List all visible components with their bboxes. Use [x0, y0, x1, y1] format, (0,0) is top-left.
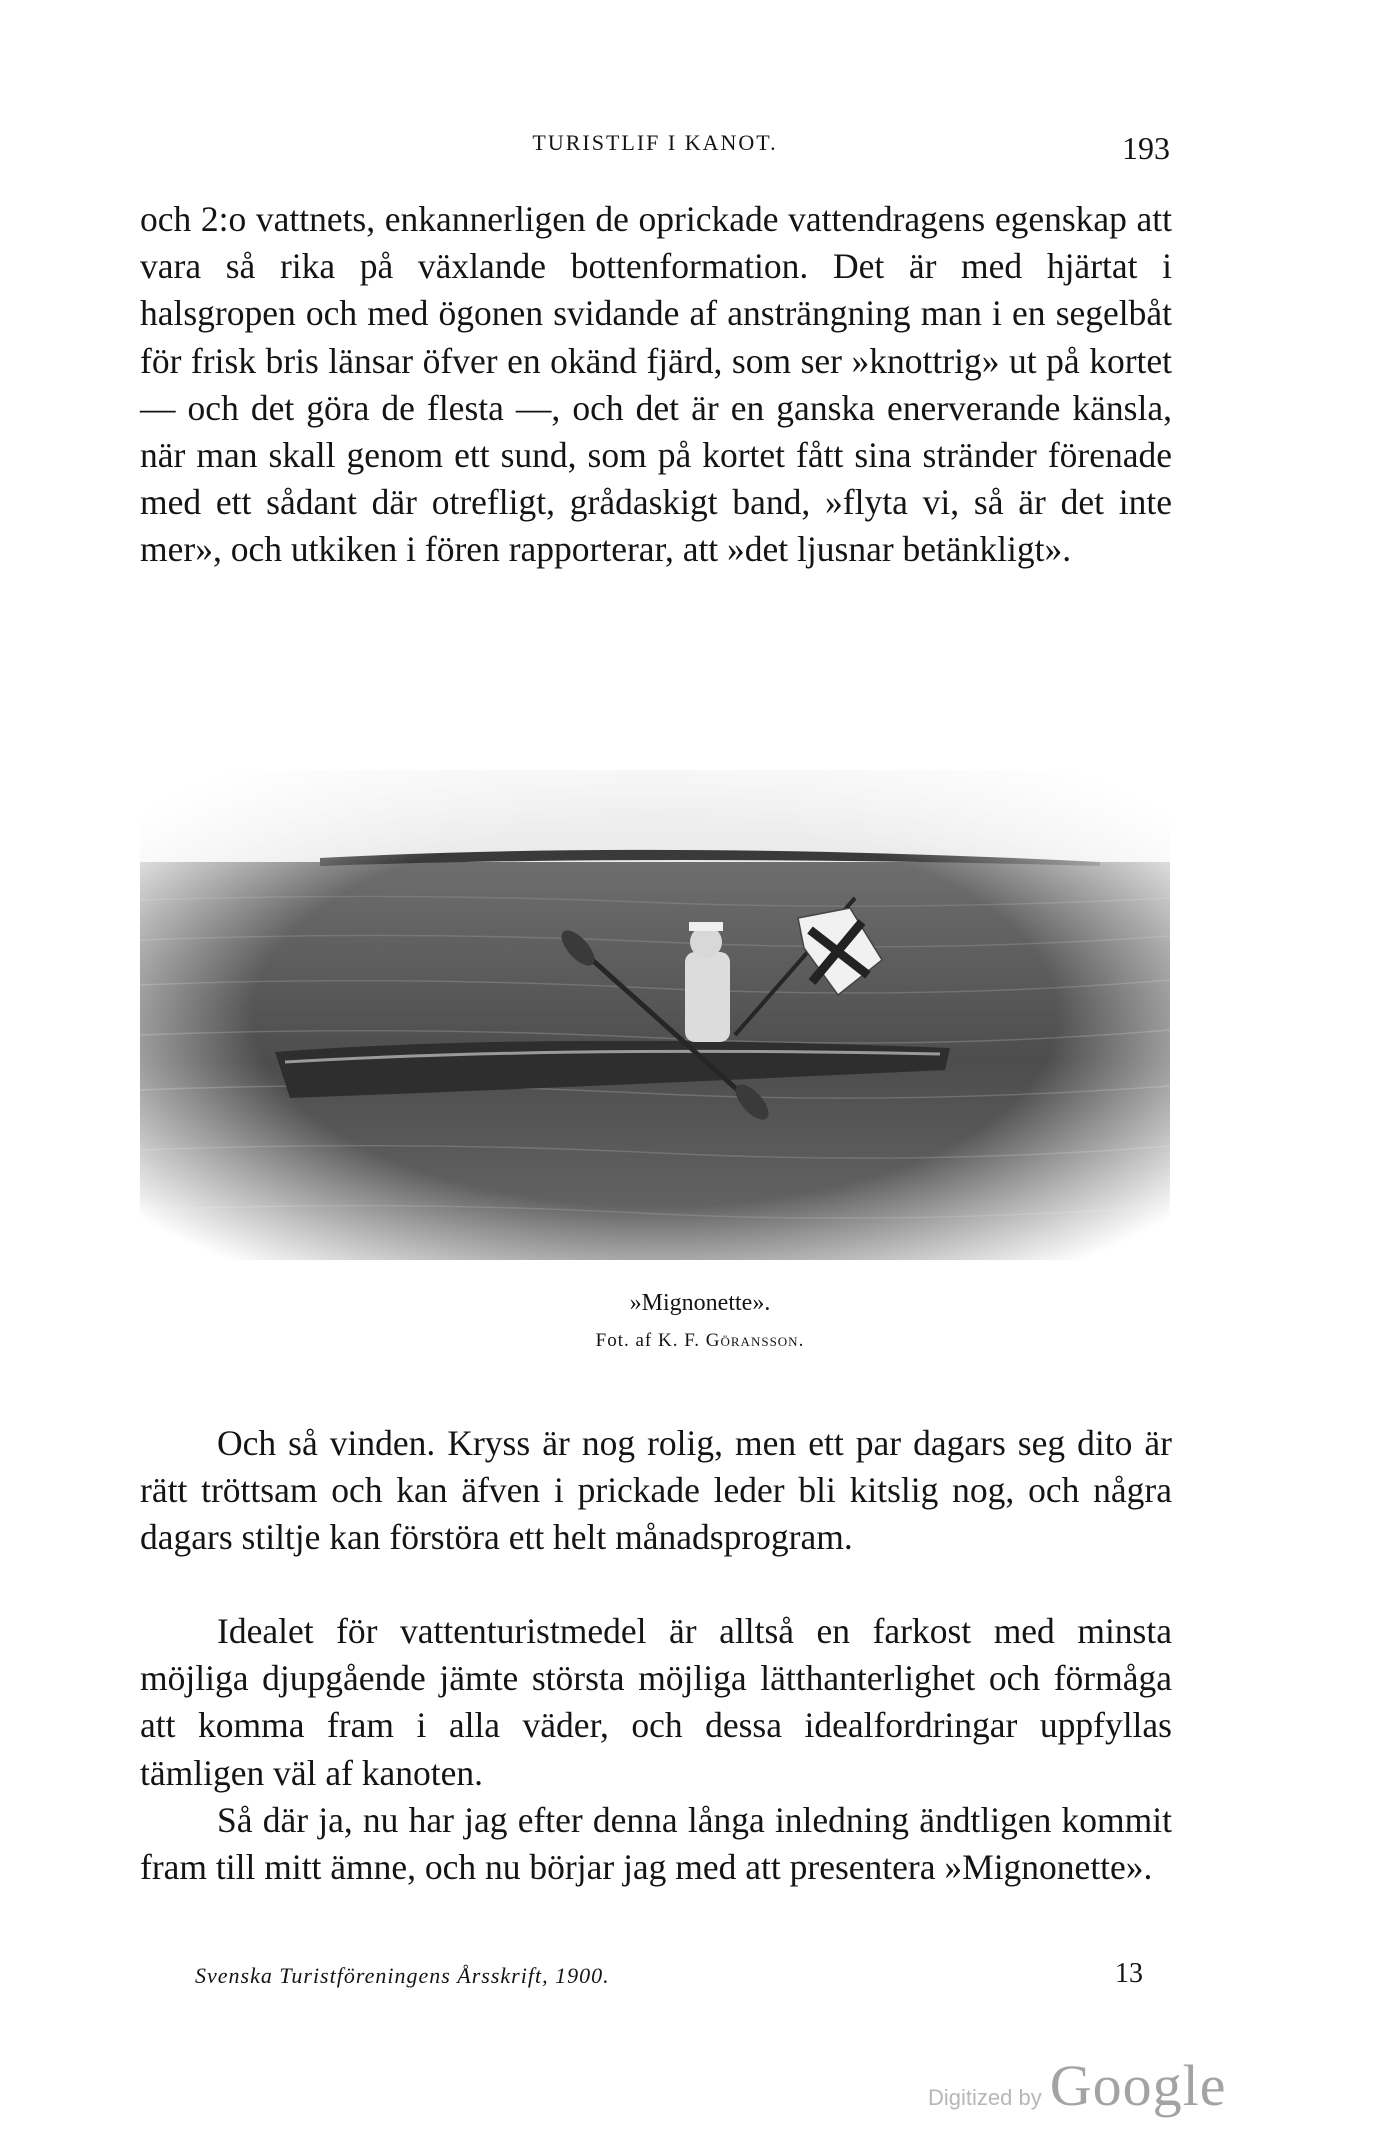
photo-credit-prefix: Fot. af K. F. [595, 1330, 701, 1351]
signature-mark: 13 [1115, 1958, 1143, 1989]
photographer-name: Göransson. [705, 1330, 805, 1351]
paragraph-3: Idealet för vattenturistmedel är alltså en farkost med minsta möjliga djupgående jämte största möjliga lätthanterlighet och förmåga att komma fram i alla väder, och dessa idealfordringar uppfyllas tämligen väl af kanoten. [140, 1611, 1172, 1793]
paragraph-2: Och så vinden. Kryss är nog rolig, men ett par dagars seg dito är rätt tröttsam och kan äfven i prickade leder bli kitslig nog, och några dagars stiltje kan förstöra ett helt månadsprogram. [140, 1423, 1172, 1558]
figure-caption: »Mignonette». [629, 1290, 771, 1316]
page-number: 193 [1122, 130, 1170, 166]
running-title: TURISTLIF I KANOT. [532, 130, 778, 155]
canoe-photo-illustration [140, 770, 1170, 1260]
canoe-photograph [140, 770, 1170, 1260]
page-header [140, 130, 1170, 170]
photo-credit [0, 1330, 1400, 1352]
publication-footer: Svenska Turistföreningens Årsskrift, 1900. [195, 1963, 610, 1988]
paragraph-4: Så där ja, nu har jag efter denna långa inledning ändtligen kommit fram till mitt ämne, och nu börjar jag med att presentera »Mignonette». [140, 1800, 1172, 1888]
google-logo: Google [1049, 2053, 1227, 2118]
digitization-watermark [928, 2052, 1226, 2119]
digitized-by-label: Digitized by [928, 2085, 1042, 2110]
paragraph-1: och 2:o vattnets, enkannerligen de oprickade vattendragens egenskap att vara så rika på växlande bottenformation. Det är med hjärtat i halsgropen och med ögonen svidande af ansträngning man i en segelbåt för frisk bris länsar öfver en okänd fjärd, som ser »knottrig» ut på kortet — och det göra de flesta —, och det är en ganska enerverande känsla, när man skall genom ett sund, som på kortet fått sina stränder förenade med ett sådant där otrefligt, grådaskigt band, »flyta vi, så är det inte mer», och utkiken i fören rapporterar, att »det ljusnar betänkligt». [140, 199, 1172, 570]
